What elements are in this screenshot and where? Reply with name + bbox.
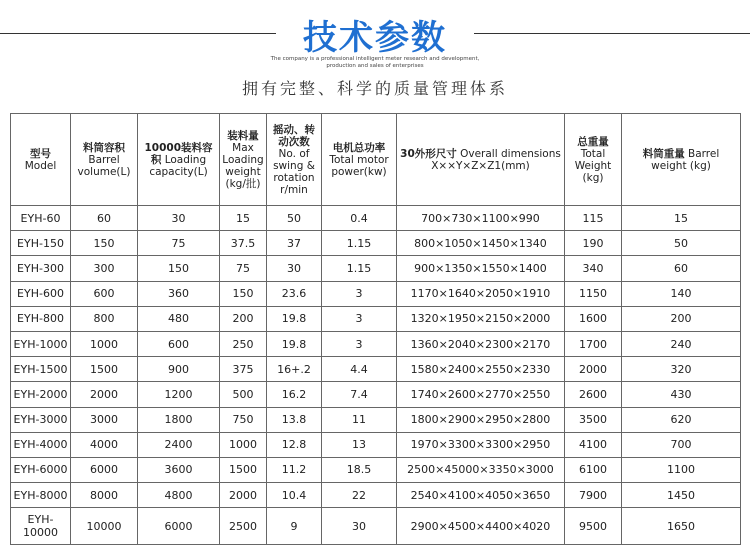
table-cell: 340 — [565, 256, 622, 281]
table-cell: 150 — [138, 256, 220, 281]
table-body — [11, 206, 741, 545]
table-row — [11, 281, 741, 306]
table-cell: 320 — [622, 357, 741, 382]
table-cell: 9 — [267, 508, 322, 545]
column-header — [622, 114, 741, 206]
table-cell: 6100 — [565, 457, 622, 482]
table-cell: 1200 — [138, 382, 220, 407]
table-cell: 1580×2400×2550×2330 — [397, 357, 565, 382]
table-cell: 6000 — [71, 457, 138, 482]
table-cell: 3000 — [71, 407, 138, 432]
table-cell: 620 — [622, 407, 741, 432]
table-cell: 3 — [322, 281, 397, 306]
table-cell: 75 — [220, 256, 267, 281]
table-cell: 800 — [71, 306, 138, 331]
table-cell: 6000 — [138, 508, 220, 545]
table-cell: 900 — [138, 357, 220, 382]
table-cell: 10000 — [71, 508, 138, 545]
model-cell: EYH-60 — [11, 206, 71, 231]
table-cell: 1.15 — [322, 256, 397, 281]
tagline-line-1: The company is a professional intelligent meter research and development, — [270, 56, 480, 62]
tagline-line-2: production and sales of enterprises — [326, 63, 424, 69]
table-cell: 2500 — [220, 508, 267, 545]
table-cell: 500 — [220, 382, 267, 407]
table-cell: 1600 — [565, 306, 622, 331]
column-header-cn: 料筒重量 — [642, 147, 685, 160]
table-row — [11, 457, 741, 482]
column-header — [11, 114, 71, 206]
table-cell: 30 — [138, 206, 220, 231]
table-cell: 1360×2040×2300×2170 — [397, 331, 565, 356]
table-cell: 37.5 — [220, 231, 267, 256]
model-cell: EYH-3000 — [11, 407, 71, 432]
model-cell: EYH-1500 — [11, 357, 71, 382]
table-cell: 900×1350×1550×1400 — [397, 256, 565, 281]
table-cell: 240 — [622, 331, 741, 356]
model-cell: EYH-150 — [11, 231, 71, 256]
table-cell: 1320×1950×2150×2000 — [397, 306, 565, 331]
table-cell: 13.8 — [267, 407, 322, 432]
table-cell: 2000 — [71, 382, 138, 407]
table-cell: 8000 — [71, 483, 138, 508]
table-cell: 37 — [267, 231, 322, 256]
table-cell: 1800×2900×2950×2800 — [397, 407, 565, 432]
table-cell: 16.2 — [267, 382, 322, 407]
table-row — [11, 508, 741, 545]
column-header-cn: 电机总功率 — [332, 141, 386, 154]
table-cell: 16+.2 — [267, 357, 322, 382]
table-cell: 1000 — [220, 432, 267, 457]
table-row — [11, 306, 741, 331]
table-cell: 60 — [622, 256, 741, 281]
table-cell: 4100 — [565, 432, 622, 457]
table-cell: 3 — [322, 331, 397, 356]
table-cell: 375 — [220, 357, 267, 382]
table-cell: 750 — [220, 407, 267, 432]
column-header-en: Barrel volume(L) — [77, 153, 131, 178]
model-cell: EYH-1000 — [11, 331, 71, 356]
table-cell: 600 — [138, 331, 220, 356]
model-cell: EYH-800 — [11, 306, 71, 331]
column-header — [138, 114, 220, 206]
model-cell: EYH-4000 — [11, 432, 71, 457]
table-cell: 1000 — [71, 331, 138, 356]
page-subtitle: 拥有完整、科学的质量管理体系 — [241, 79, 508, 98]
table-header-row — [11, 114, 741, 206]
table-cell: 150 — [220, 281, 267, 306]
table-cell: 250 — [220, 331, 267, 356]
table-cell: 4.4 — [322, 357, 397, 382]
model-cell: EYH-10000 — [11, 508, 71, 545]
table-cell: 3 — [322, 306, 397, 331]
table-cell: 190 — [565, 231, 622, 256]
table-cell: 480 — [138, 306, 220, 331]
page-title: 技术参数 — [303, 18, 447, 58]
table-row — [11, 256, 741, 281]
column-header-en: Model — [24, 159, 57, 172]
table-cell: 30 — [322, 508, 397, 545]
column-header — [220, 114, 267, 206]
table-cell: 1100 — [622, 457, 741, 482]
column-header-cn: 30外形尺寸 — [400, 147, 457, 160]
table-cell: 1970×3300×3300×2950 — [397, 432, 565, 457]
table-row — [11, 357, 741, 382]
column-header — [397, 114, 565, 206]
table-cell: 140 — [622, 281, 741, 306]
spec-table — [10, 113, 741, 545]
table-cell: 18.5 — [322, 457, 397, 482]
column-header-en: Barrel weight (kg) — [651, 147, 720, 172]
table-cell: 22 — [322, 483, 397, 508]
table-cell: 13 — [322, 432, 397, 457]
table-cell: 7.4 — [322, 382, 397, 407]
table-cell: 1170×1640×2050×1910 — [397, 281, 565, 306]
column-header — [267, 114, 322, 206]
column-header — [322, 114, 397, 206]
column-header — [565, 114, 622, 206]
table-cell: 19.8 — [267, 331, 322, 356]
table-cell: 12.8 — [267, 432, 322, 457]
table-cell: 360 — [138, 281, 220, 306]
table-cell: 2500×45000×3350×3000 — [397, 457, 565, 482]
table-cell: 19.8 — [267, 306, 322, 331]
model-cell: EYH-2000 — [11, 382, 71, 407]
column-header-cn: 料筒容积 — [83, 141, 125, 154]
table-cell: 4000 — [71, 432, 138, 457]
table-cell: 200 — [220, 306, 267, 331]
table-cell: 1450 — [622, 483, 741, 508]
table-cell: 1740×2600×2770×2550 — [397, 382, 565, 407]
column-header-en: Loading capacity(L) — [149, 153, 208, 178]
model-cell: EYH-8000 — [11, 483, 71, 508]
column-header-cn: 装料量 — [227, 129, 259, 142]
column-header — [71, 114, 138, 206]
company-tagline — [0, 56, 750, 70]
table-cell: 9500 — [565, 508, 622, 545]
title-rule-right — [474, 33, 750, 34]
table-cell: 700 — [622, 432, 741, 457]
column-header-en: Overall dimensions X××Y×Z×Z1(mm) — [431, 147, 561, 172]
table-cell: 2900×4500×4400×4020 — [397, 508, 565, 545]
table-cell: 1500 — [220, 457, 267, 482]
model-cell: EYH-300 — [11, 256, 71, 281]
table-row — [11, 483, 741, 508]
table-cell: 2540×4100×4050×3650 — [397, 483, 565, 508]
table-cell: 15 — [220, 206, 267, 231]
table-cell: 10.4 — [267, 483, 322, 508]
table-cell: 11 — [322, 407, 397, 432]
table-cell: 50 — [267, 206, 322, 231]
table-cell: 50 — [622, 231, 741, 256]
table-cell: 30 — [267, 256, 322, 281]
table-cell: 700×730×1100×990 — [397, 206, 565, 231]
table-cell: 2000 — [220, 483, 267, 508]
table-cell: 1700 — [565, 331, 622, 356]
table-cell: 300 — [71, 256, 138, 281]
table-cell: 3600 — [138, 457, 220, 482]
table-cell: 430 — [622, 382, 741, 407]
table-cell: 1650 — [622, 508, 741, 545]
table-cell: 1800 — [138, 407, 220, 432]
table-cell: 15 — [622, 206, 741, 231]
table-row — [11, 432, 741, 457]
table-cell: 200 — [622, 306, 741, 331]
table-cell: 75 — [138, 231, 220, 256]
column-header-en: Total motor power(kw) — [329, 153, 389, 178]
table-row — [11, 382, 741, 407]
table-cell: 2400 — [138, 432, 220, 457]
model-cell: EYH-6000 — [11, 457, 71, 482]
column-header-en: No. of swing & rotation r/min — [273, 147, 315, 196]
column-header-en: Total Weight (kg) — [574, 147, 612, 184]
table-row — [11, 206, 741, 231]
table-cell: 600 — [71, 281, 138, 306]
table-cell: 3500 — [565, 407, 622, 432]
table-cell: 7900 — [565, 483, 622, 508]
table-cell: 1150 — [565, 281, 622, 306]
column-header-cn: 摇动、转动次数 — [273, 123, 315, 148]
table-row — [11, 407, 741, 432]
table-cell: 2000 — [565, 357, 622, 382]
table-row — [11, 231, 741, 256]
column-header-en: Max Loading weight (kg/批) — [222, 141, 264, 190]
table-cell: 23.6 — [267, 281, 322, 306]
page-header — [0, 0, 750, 112]
column-header-cn: 总重量 — [577, 135, 609, 148]
table-cell: 150 — [71, 231, 138, 256]
spec-table-wrapper — [10, 113, 740, 545]
table-cell: 60 — [71, 206, 138, 231]
table-cell: 11.2 — [267, 457, 322, 482]
table-cell: 0.4 — [322, 206, 397, 231]
table-cell: 1500 — [71, 357, 138, 382]
column-header-cn: 型号 — [30, 147, 51, 160]
table-cell: 1.15 — [322, 231, 397, 256]
table-cell: 4800 — [138, 483, 220, 508]
table-cell: 800×1050×1450×1340 — [397, 231, 565, 256]
table-cell: 115 — [565, 206, 622, 231]
table-cell: 2600 — [565, 382, 622, 407]
table-row — [11, 331, 741, 356]
model-cell: EYH-600 — [11, 281, 71, 306]
column-header-cn: 10000装料容积 — [144, 141, 213, 166]
